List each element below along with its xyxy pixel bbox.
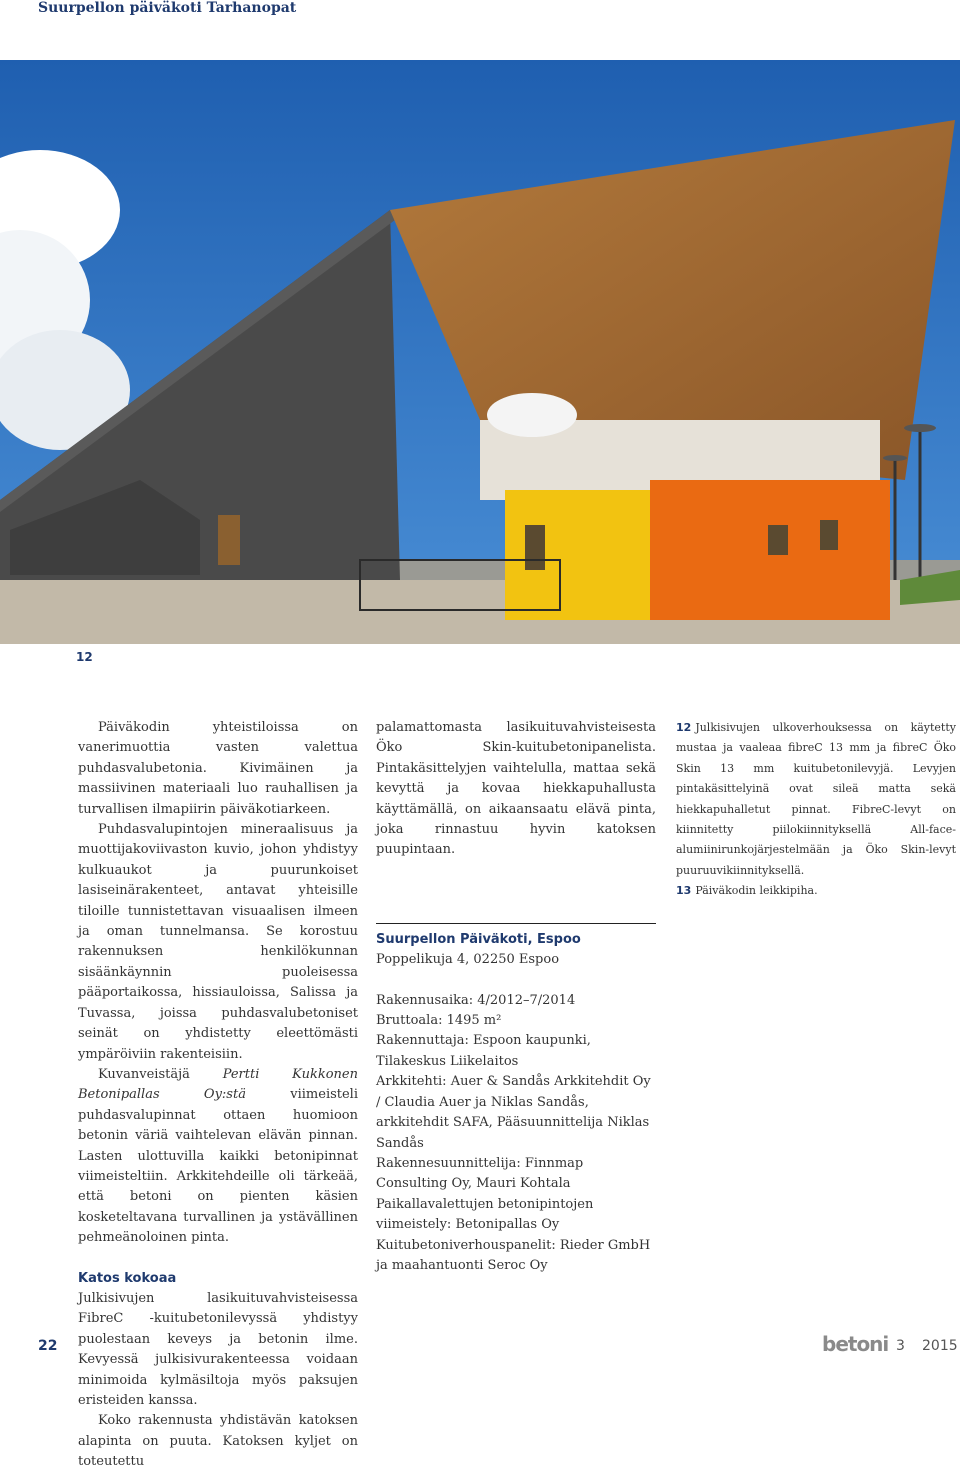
project-info-list (376, 991, 656, 1277)
figure-number: 12 (76, 650, 93, 664)
magazine-logo: betoni (822, 1332, 889, 1356)
page-number: 22 (38, 1338, 58, 1354)
emphasis-text: Pertti Kukkonen Betonipallas Oy:stä (78, 1066, 358, 1103)
project-info-item: Bruttoala: 1495 m² (376, 1013, 502, 1029)
paragraph-rest: viimeisteli puhdasvalupinnat ottaen huomioon betonin väriä vaihtelevan elävän pinnan. Lasten ulottuvilla kaikki betonipinnat viimeisteltiin. Arkkitehdeille oli tärkeää, että betoni on pienten käsien kosketeltavana turvallinen ja ystävällinen pehmeänoloinen pinta. (78, 1087, 358, 1246)
project-info-item: Arkkitehti: Auer & Sandås Arkkitehdit Oy / Claudia Auer ja Niklas Sandås, arkkitehdit SAFA, Pääsuunnittelija Niklas Sandås (376, 1074, 651, 1151)
project-info-item: Rakennusaika: 4/2012–7/2014 (376, 992, 576, 1008)
project-info-item: Rakennesuunnittelija: Finnmap Consulting Oy, Mauri Kohtala (376, 1155, 584, 1192)
photo-caption (676, 718, 956, 881)
caption-text: Julkisivujen ulkoverhouksessa on käytetty mustaa ja vaaleaa fibreC 13 mm ja fibreC Öko Skin 13 mm kuitubetonilevyjä. Levyjen pintakäsittelyinä ovat sileä matta sekä hiekkapuhalletut pinnat. FibreC-levyt on kiinnitetty piilokiinnityksellä All-face-alumiinirunkojärjestelmään ja Öko Skin-levyt puuruuvikiinnityksellä. (676, 721, 956, 877)
photo-caption (676, 881, 956, 901)
project-address: Poppelikuja 4, 02250 Espoo (376, 952, 560, 968)
building-photo (0, 60, 960, 644)
project-info-title: Suurpellon Päiväkoti, Espoo (376, 923, 656, 950)
building-illustration (0, 60, 960, 644)
section-subheading: Katos kokoaa (78, 1270, 177, 1286)
project-info-item: Paikallavalettujen betonipintojen viimeistely: Betonipallas Oy (376, 1196, 594, 1233)
caption-number: 13 (676, 884, 692, 898)
paragraph: Päiväkodin yhteistiloissa on vanerimuottia vasten valettua puhdasvalubetonia. Kivimäinen ja massiivinen materiaali luo rauhallisen ja turvallisen ilmapiirin päiväkotiarkeen. (78, 720, 358, 817)
paragraph-lead: Kuvanveistäjä (98, 1066, 223, 1082)
paragraph: palamattomasta lasikuituvahvisteisesta Öko Skin-kuitubetonipanelista. Pintakäsittelyjen vaihtelulla, mattaa sekä kevyttä ja kovaa hiekkapuhallusta käyttämällä, on aikaansaatu elävä pinta, joka rinnastuu hyvin katoksen puupintaan. (376, 720, 656, 858)
caption-number: 12 (676, 721, 692, 734)
article-column-2 (376, 718, 656, 1276)
page-header-title: Suurpellon päiväkoti Tarhanopat (38, 0, 297, 16)
project-info-item: Kuitubetoniverhouspanelit: Rieder GmbH ja maahantuonti Seroc Oy (376, 1237, 651, 1273)
article-column-1 (78, 718, 358, 1473)
issue-year: 2015 (922, 1338, 958, 1354)
paragraph (78, 1065, 358, 1249)
project-info-item: Rakennuttaja: Espoon kaupunki, Tilakeskus Liikelaitos (376, 1033, 591, 1069)
caption-column (676, 718, 956, 902)
paragraph: Koko rakennusta yhdistävän katoksen alapinta on puuta. Katoksen kyljet on toteutettu (78, 1413, 358, 1470)
paragraph: Puhdasvalupintojen mineraalisuus ja muottijakoviivaston kuvio, johon yhdistyy kulkuaukot ja puurunkoiset lasiseinärakenteet, antavat yhteisille tiloille tunnistettavan visuaalisen ilmeen ja oman tunnelmansa. Se korostuu rakennuksen henkilökunnan sisäänkäynnin puoleisessa pääportaikossa, hissiauloissa, Salissa ja Tuvassa, joissa puhdasvalubetoniset seinät on yhdistetty eleettömästi ympäröiviin rakenteisiin. (78, 822, 358, 1062)
caption-text: Päiväkodin leikkipiha. (695, 884, 818, 898)
issue-number: 3 (896, 1338, 905, 1354)
paragraph: Julkisivujen lasikuituvahvisteisessa FibreC -kuitubetonilevyssä yhdistyy puolestaan keveys ja betonin ilme. Kevyessä julkisivurakenteessa voidaan minimoida kylmäsiltoja myös paksujen eristeiden kanssa. (78, 1290, 358, 1408)
